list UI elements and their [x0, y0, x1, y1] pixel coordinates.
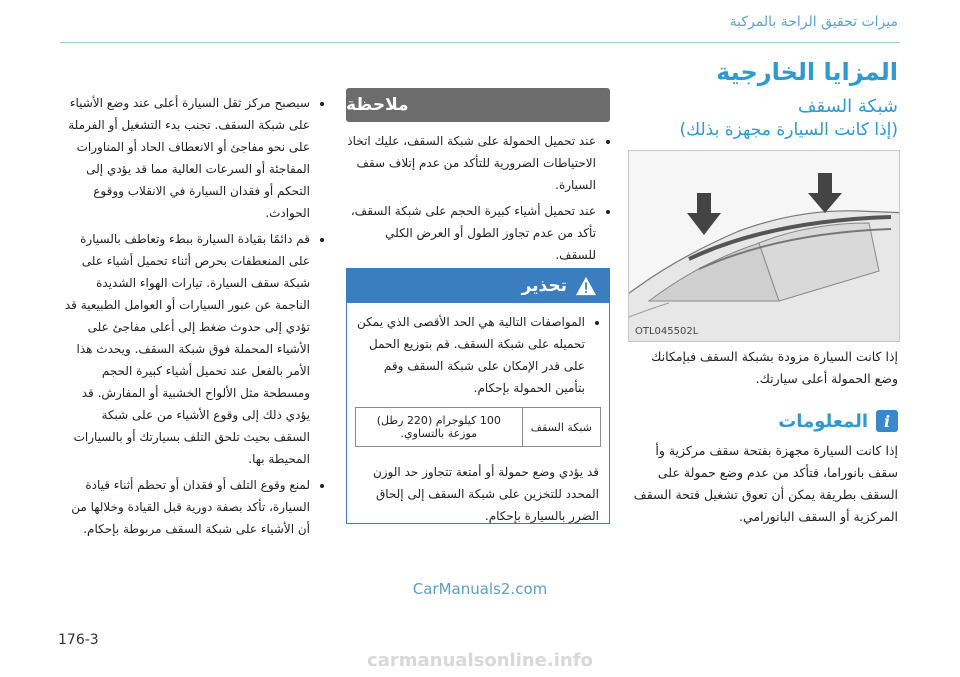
notice-list — [346, 130, 610, 270]
safety-list — [62, 92, 324, 544]
load-limit-table — [355, 407, 601, 447]
info-icon: i — [876, 410, 898, 432]
notice-item: • عند تحميل الحمولة على شبكة السقف، عليك اتخاذ الاحتياطات الضرورية للتأكد من عدم إتلاف سقف السيارة. — [346, 130, 596, 196]
roof-rack-description: إذا كانت السيارة مزودة بشبكة السقف فبإمكانك وضع الحمولة أعلى سيارتك. — [651, 349, 898, 386]
header-title: ميزات تحقيق الراحة بالمركبة — [729, 14, 898, 30]
warning-header — [347, 269, 609, 303]
figure-code: OTL045502L — [635, 326, 699, 337]
warning-box — [346, 268, 610, 524]
safety-item: • لمنع وقوع التلف أو فقدان أو تحطم أثناء قيادة السيارة، تأكد بصفة دورية قبل القيادة وخلالها من أن الأشياء على شبكة السقف مربوطة بإحكام. — [62, 474, 310, 540]
warning-triangle-icon — [575, 276, 597, 296]
notice-item: • عند تحميل أشياء كبيرة الحجم على شبكة السقف، تأكد من عدم تجاوز الطول أو العرض الكلي للسقف. — [346, 200, 596, 266]
watermark-text: CarManuals2.com — [412, 580, 548, 598]
warning-item: • المواصفات التالية هي الحد الأقصى الذي يمكن تحميله على شبكة السقف. قم بتوزيع الحمل على قدر الإمكان على شبكة السقف وقم بتأمين الحمولة بإحكام. — [353, 311, 585, 399]
footer-url: carmanualsonline.info — [367, 650, 593, 671]
information-heading: المعلومات — [778, 410, 868, 432]
warning-note: قد يؤدي وضع حمولة أو أمتعة تتجاوز حد الوزن المحدد للتخزين على شبكة السقف إلى إلحاق الضرر بالسيارة بإحكام. — [372, 465, 599, 523]
table-cell-label: شبكة السقف — [522, 408, 600, 447]
roof-rack-illustration — [628, 150, 900, 342]
table-cell-value: 100 كيلوجرام (220 رطل) موزعة بالتساوي. — [356, 408, 523, 447]
car-roof-drawing — [629, 151, 899, 341]
notice-heading: ملاحظة — [346, 88, 610, 122]
safety-item: • سيصبح مركز ثقل السيارة أعلى عند وضع الأشياء على شبكة السقف. تجنب بدء التشغيل أو الفرملة على نحو مفاجئ أو الانعطاف الحاد أو المناورات المفاجئة أو السرعات العالية مما قد يؤدي إلى التحكم أو فقدان السيارة في الانقلاب ووقوع الحوادث. — [62, 92, 310, 224]
table-row — [356, 408, 601, 447]
header-divider — [60, 42, 900, 43]
subsection-condition: (إذا كانت السيارة مجهزة بذلك) — [679, 120, 898, 140]
down-arrow-icon — [687, 193, 721, 235]
warning-list — [347, 303, 609, 399]
down-arrow-icon — [808, 173, 842, 213]
warning-heading: تحذير — [521, 276, 567, 296]
information-heading-row — [628, 410, 898, 432]
page-number: 176-3 — [58, 632, 99, 648]
information-text: إذا كانت السيارة مجهزة بفتحة سقف مركزية وأ سقف بانوراما، فتأكد من عدم وضع حمولة على السقف بطريقة يمكن أن تعوق تشغيل فتحة السقف المركزية أو السقف البانورامي. — [633, 443, 898, 524]
subsection-title: شبكة السقف — [797, 96, 898, 117]
safety-item: • قم دائمًا بقيادة السيارة ببطء وتعاطف بالسيارة على المنعطفات بحرص أثناء تحميل أشياء على شبكة سقف السيارة. تيارات الهواء الشديدة الناجمة عن عبور السيارات أو العوامل الطبيعية قد تؤدي إلى حدوث ضغط إلى أعلى مفاجئ على الأشياء المحملة فوق شبكة السقف. ويحدث هذا الأمر بالفعل عند تحميل أشياء كبيرة الحجم ومسطحة مثل الألواح الخشبية أو المفارش. قد يؤدي ذلك إلى وقوع الأشياء من على شبكة السقف بحيث تلحق التلف بسيارتك أو بالسيارات المحيطة بها. — [62, 228, 310, 470]
section-title: المزايا الخارجية — [716, 58, 898, 86]
